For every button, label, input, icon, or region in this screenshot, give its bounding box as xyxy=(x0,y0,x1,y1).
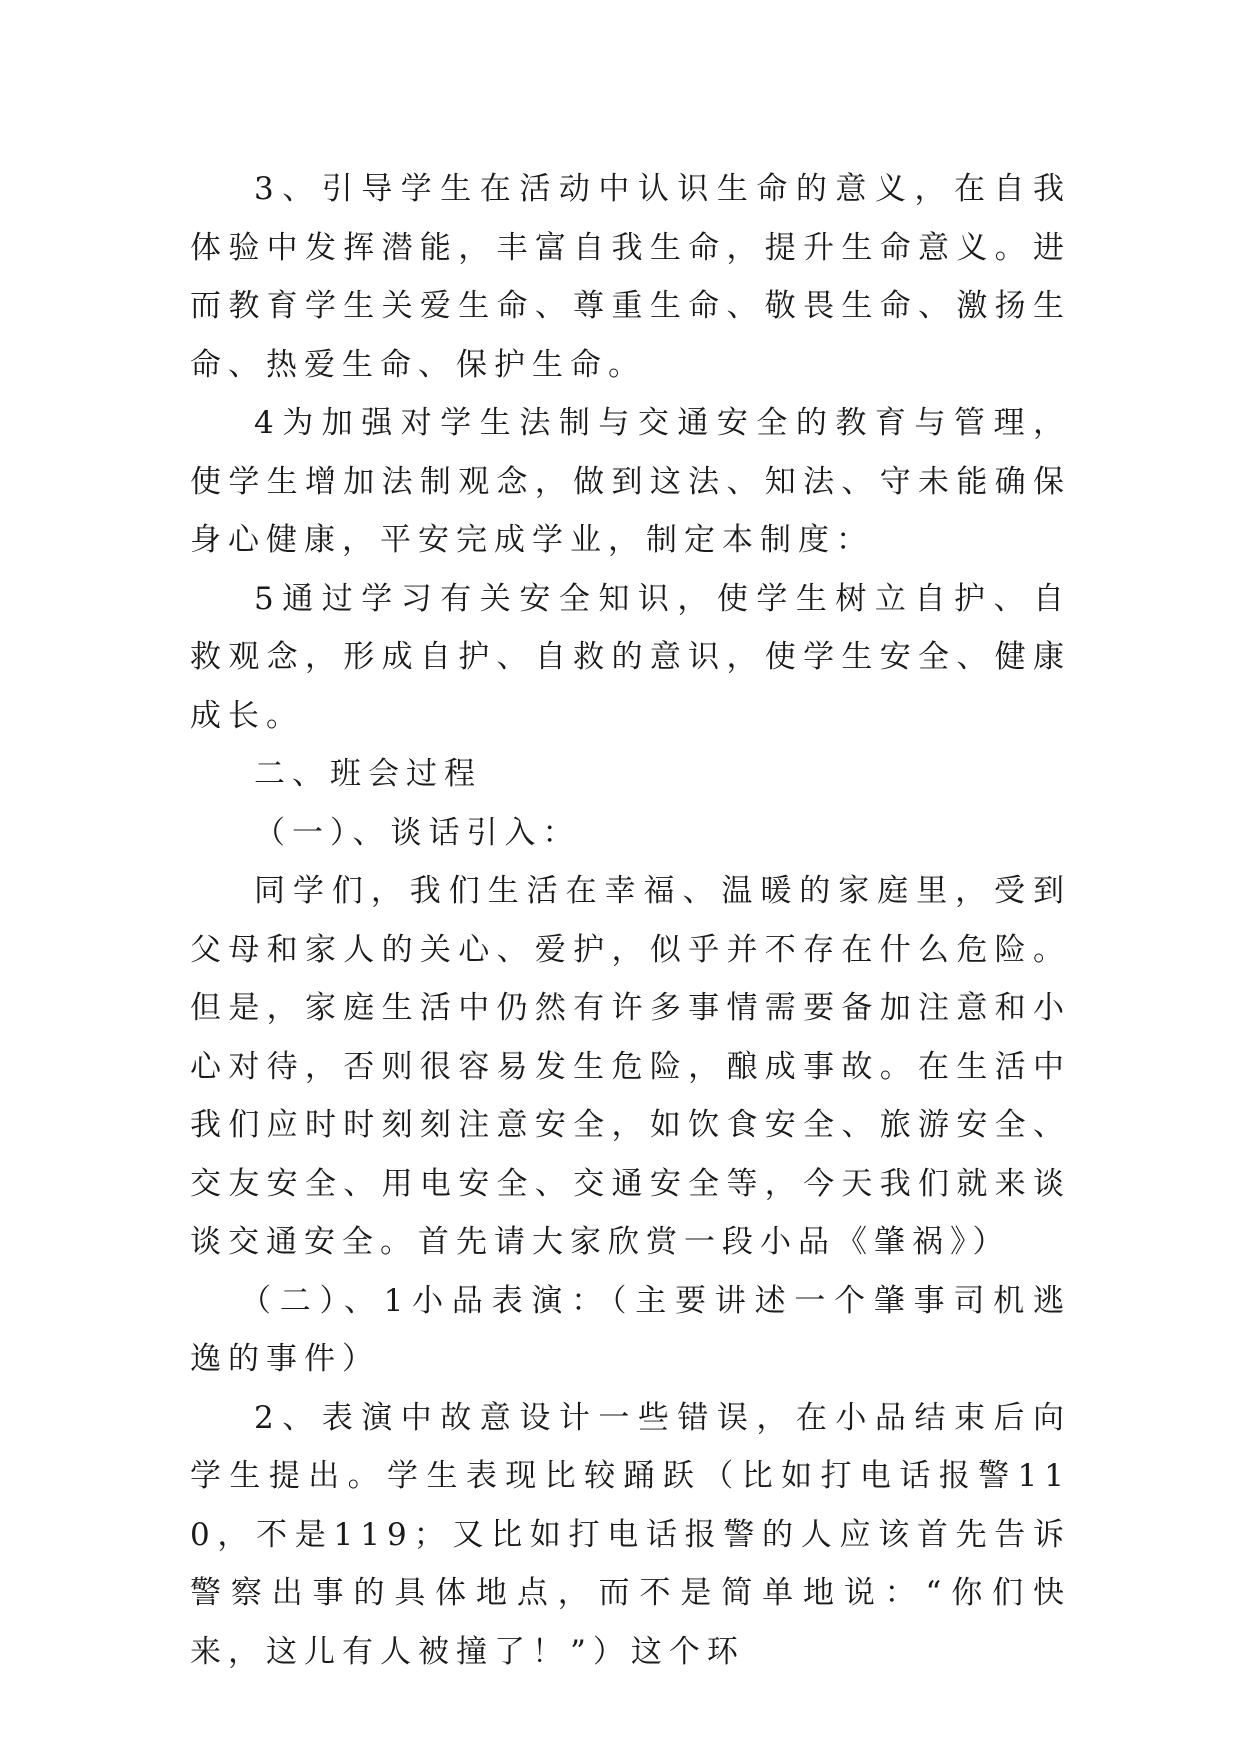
paragraph-intro-speech: 同学们，我们生活在幸福、温暖的家庭里，受到父母和家人的关心、爱护，似乎并不存在什么危险。但是，家庭生活中仍然有许多事情需要备加注意和小心对待，否则很容易发生危险，酿成事故。在生活中我们应时时刻刻注意安全，如饮食安全、旅游安全、交友安全、用电安全、交通安全等，今天我们就来谈谈交通安全。首先请大家欣赏一段小品《肇祸》） xyxy=(190,873,1071,1260)
paragraph-goal-5: 5通过学习有关安全知识，使学生树立自护、自救观念，形成自护、自救的意识，使学生安全、健康成长。 xyxy=(190,580,1071,734)
section-heading-class-meeting-process: 二、班会过程 xyxy=(254,756,482,792)
paragraph-goal-4: 4为加强对学生法制与交通安全的教育与管理，使学生增加法制观念，做到这法、知法、守未能确保身心健康，平安完成学业，制定本制度： xyxy=(190,405,1071,558)
paragraph-goal-3: 3、引导学生在活动中认识生命的意义，在自我体验中发挥潜能，丰富自我生命，提升生命意义。进而教育学生关爱生命、尊重生命、敬畏生命、激扬生命、热爱生命、保护生命。 xyxy=(190,171,1071,383)
paragraph-skit-errors: 2、表演中故意设计一些错误，在小品结束后向学生提出。学生表现比较踊跃（比如打电话报警110，不是119；又比如打电话报警的人应该首先告诉警察出事的具体地点，而不是简单地说：“你们快来，这儿有人被撞了！”）这个环 xyxy=(190,1399,1071,1670)
paragraph-skit-performance: （二）、1小品表演：（主要讲述一个肇事司机逃逸的事件） xyxy=(190,1282,1071,1377)
subheading-conversation-intro: （一）、谈话引入： xyxy=(254,814,581,851)
